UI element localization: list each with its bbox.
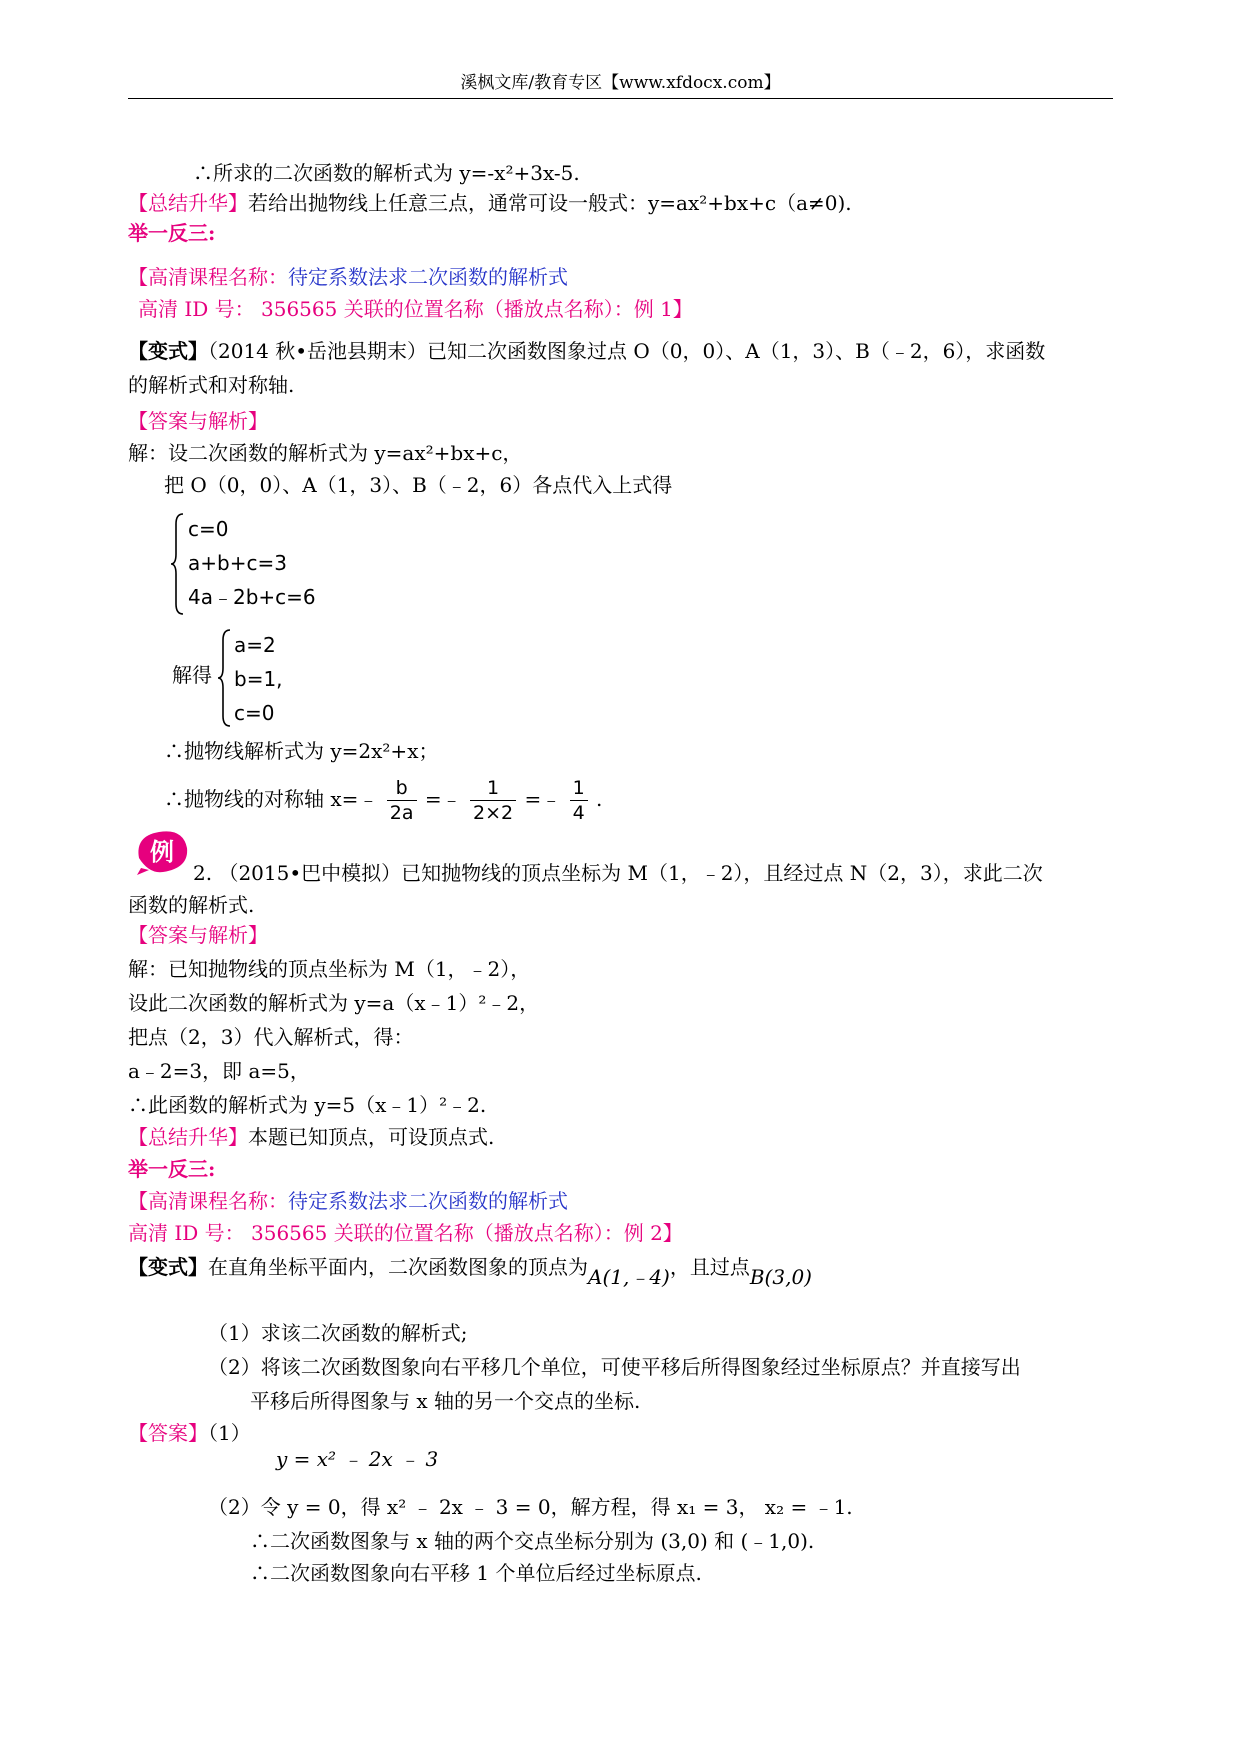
axis-end: . bbox=[596, 787, 603, 811]
axis-mid1: =﹣ bbox=[424, 787, 462, 811]
summary-text: 若给出抛物线上任意三点，通常可设一般式：y=ax²+bx+c（a≠0). bbox=[248, 191, 852, 215]
variant1-text: （2014 秋•岳池县期末）已知二次函数图象过点 O（0，0）、A（1，3）、B（﹣2，6），求函数 bbox=[208, 339, 1046, 363]
course-id-line: 高清 ID 号： 356565 关联的位置名称（播放点名称）：例 1】 bbox=[138, 297, 693, 321]
example2-sol-line3: 把点（2，3）代入解析式，得： bbox=[128, 1025, 414, 1049]
example-badge-icon bbox=[133, 828, 191, 876]
variant2-answer-tag: 【答案】 bbox=[128, 1421, 208, 1445]
variant2-line bbox=[128, 1254, 812, 1289]
summary-tag: 【总结升华】 bbox=[128, 191, 248, 215]
variant1-tag: 【变式】 bbox=[128, 339, 208, 363]
answer1-formula: y = x² ﹣ 2x ﹣ 3 bbox=[276, 1447, 439, 1471]
system-brace-icon bbox=[170, 512, 186, 616]
point-b: B(3,0) bbox=[749, 1265, 812, 1289]
course-tag: 【高清课程名称： bbox=[128, 265, 288, 289]
summary-line bbox=[128, 190, 852, 216]
parabola-line: ∴抛物线解析式为 y=2x²+x； bbox=[164, 739, 439, 763]
course-line bbox=[128, 264, 568, 290]
axis-mid2: =﹣ bbox=[524, 787, 562, 811]
variant1-line1 bbox=[128, 338, 1045, 364]
example2-course-line bbox=[128, 1188, 568, 1214]
page-header: 溪枫文库/教育专区【www.xfdocx.com】 bbox=[128, 72, 1113, 99]
solve-label: 解得 bbox=[172, 663, 212, 687]
example2-course-id-line: 高清 ID 号： 356565 关联的位置名称（播放点名称）：例 2】 bbox=[128, 1221, 683, 1245]
example2-summary-text: 本题已知顶点，可设顶点式. bbox=[248, 1125, 495, 1149]
fraction-1-over-4 bbox=[570, 776, 588, 825]
solution-brace-icon bbox=[217, 628, 233, 728]
variant2-text2: ，且过点 bbox=[669, 1255, 750, 1279]
example2-juyi-heading: 举一反三: bbox=[128, 1157, 216, 1181]
example2-question-line1: 2. （2015•巴中模拟）已知抛物线的顶点坐标为 M（1，﹣2），且经过点 N（2，3），求此二次 bbox=[193, 861, 1043, 885]
example2-sol-line1: 解：已知抛物线的顶点坐标为 M（1，﹣2）， bbox=[128, 957, 531, 981]
answer2-conclusion1: ∴二次函数图象与 x 轴的两个交点坐标分别为 (3,0) 和 (﹣1,0). bbox=[250, 1529, 815, 1553]
solution-b: b=1, bbox=[234, 667, 283, 691]
variant1-sol-line2: 把 O（0，0）、A（1，3）、B（﹣2，6）各点代入上式得 bbox=[164, 473, 673, 497]
equation-1: c=0 bbox=[188, 517, 229, 541]
variant2-q2-line2: 平移后所得图象与 x 轴的另一个交点的坐标. bbox=[250, 1389, 641, 1413]
fraction-1-over-2x2 bbox=[470, 776, 516, 825]
answer1-label: （1） bbox=[208, 1421, 251, 1445]
example2-course-name: 待定系数法求二次函数的解析式 bbox=[288, 1189, 568, 1213]
example2-question-line2: 函数的解析式. bbox=[128, 893, 255, 917]
variant2-text: 在直角坐标平面内，二次函数图象的顶点为 bbox=[208, 1255, 588, 1279]
frac2-den: 2×2 bbox=[472, 802, 514, 824]
point-a: A(1,﹣4) bbox=[588, 1265, 670, 1289]
frac1-den: 2a bbox=[389, 802, 414, 824]
frac3-num: 1 bbox=[570, 776, 588, 801]
solution-system bbox=[234, 628, 283, 730]
answer2-line: （2）令 y = 0，得 x² ﹣ 2x ﹣ 3 = 0，解方程，得 x₁ = 3， x₂ = ﹣1. bbox=[208, 1495, 853, 1519]
variant2-q2-line1: （2）将该二次函数图象向右平移几个单位，可使平移后所得图象经过坐标原点？并直接写出 bbox=[208, 1355, 1021, 1379]
therefore-line: ∴所求的二次函数的解析式为 y=-x²+3x-5. bbox=[193, 161, 580, 185]
answer2-conclusion2: ∴二次函数图象向右平移 1 个单位后经过坐标原点. bbox=[250, 1561, 702, 1585]
badge-label: 例 bbox=[150, 838, 174, 866]
course-name: 待定系数法求二次函数的解析式 bbox=[288, 265, 568, 289]
equation-system bbox=[188, 512, 316, 614]
variant2-q1: （1）求该二次函数的解析式; bbox=[208, 1321, 468, 1345]
frac3-den: 4 bbox=[572, 802, 585, 824]
variant2-tag: 【变式】 bbox=[128, 1255, 208, 1279]
juyi-heading: 举一反三: bbox=[128, 221, 216, 245]
variant1-sol-line1: 解：设二次函数的解析式为 y=ax²+bx+c， bbox=[128, 441, 523, 465]
variant1-answer-tag: 【答案与解析】 bbox=[128, 409, 268, 433]
equation-3: 4a﹣2b+c=6 bbox=[188, 585, 316, 609]
equation-2: a+b+c=3 bbox=[188, 551, 287, 575]
solution-a: a=2 bbox=[234, 633, 276, 657]
example2-answer-tag: 【答案与解析】 bbox=[128, 923, 268, 947]
example2-summary-tag: 【总结升华】 bbox=[128, 1125, 248, 1149]
frac2-num: 1 bbox=[470, 776, 516, 801]
example2-sol-line2: 设此二次函数的解析式为 y=a（x﹣1）²﹣2， bbox=[128, 991, 540, 1015]
example2-course-tag: 【高清课程名称： bbox=[128, 1189, 288, 1213]
example2-sol-line5: ∴此函数的解析式为 y=5（x﹣1）²﹣2. bbox=[128, 1093, 487, 1117]
frac1-num: b bbox=[387, 776, 417, 801]
example2-summary-line bbox=[128, 1124, 494, 1150]
solution-c: c=0 bbox=[234, 701, 275, 725]
variant1-line2: 的解析式和对称轴. bbox=[128, 373, 295, 397]
fraction-b-over-2a bbox=[387, 776, 417, 825]
axis-line bbox=[164, 772, 602, 826]
axis-prefix: ∴抛物线的对称轴 x=﹣ bbox=[164, 787, 379, 811]
example2-sol-line4: a﹣2=3，即 a=5， bbox=[128, 1059, 310, 1083]
variant2-answer-line bbox=[128, 1420, 251, 1446]
